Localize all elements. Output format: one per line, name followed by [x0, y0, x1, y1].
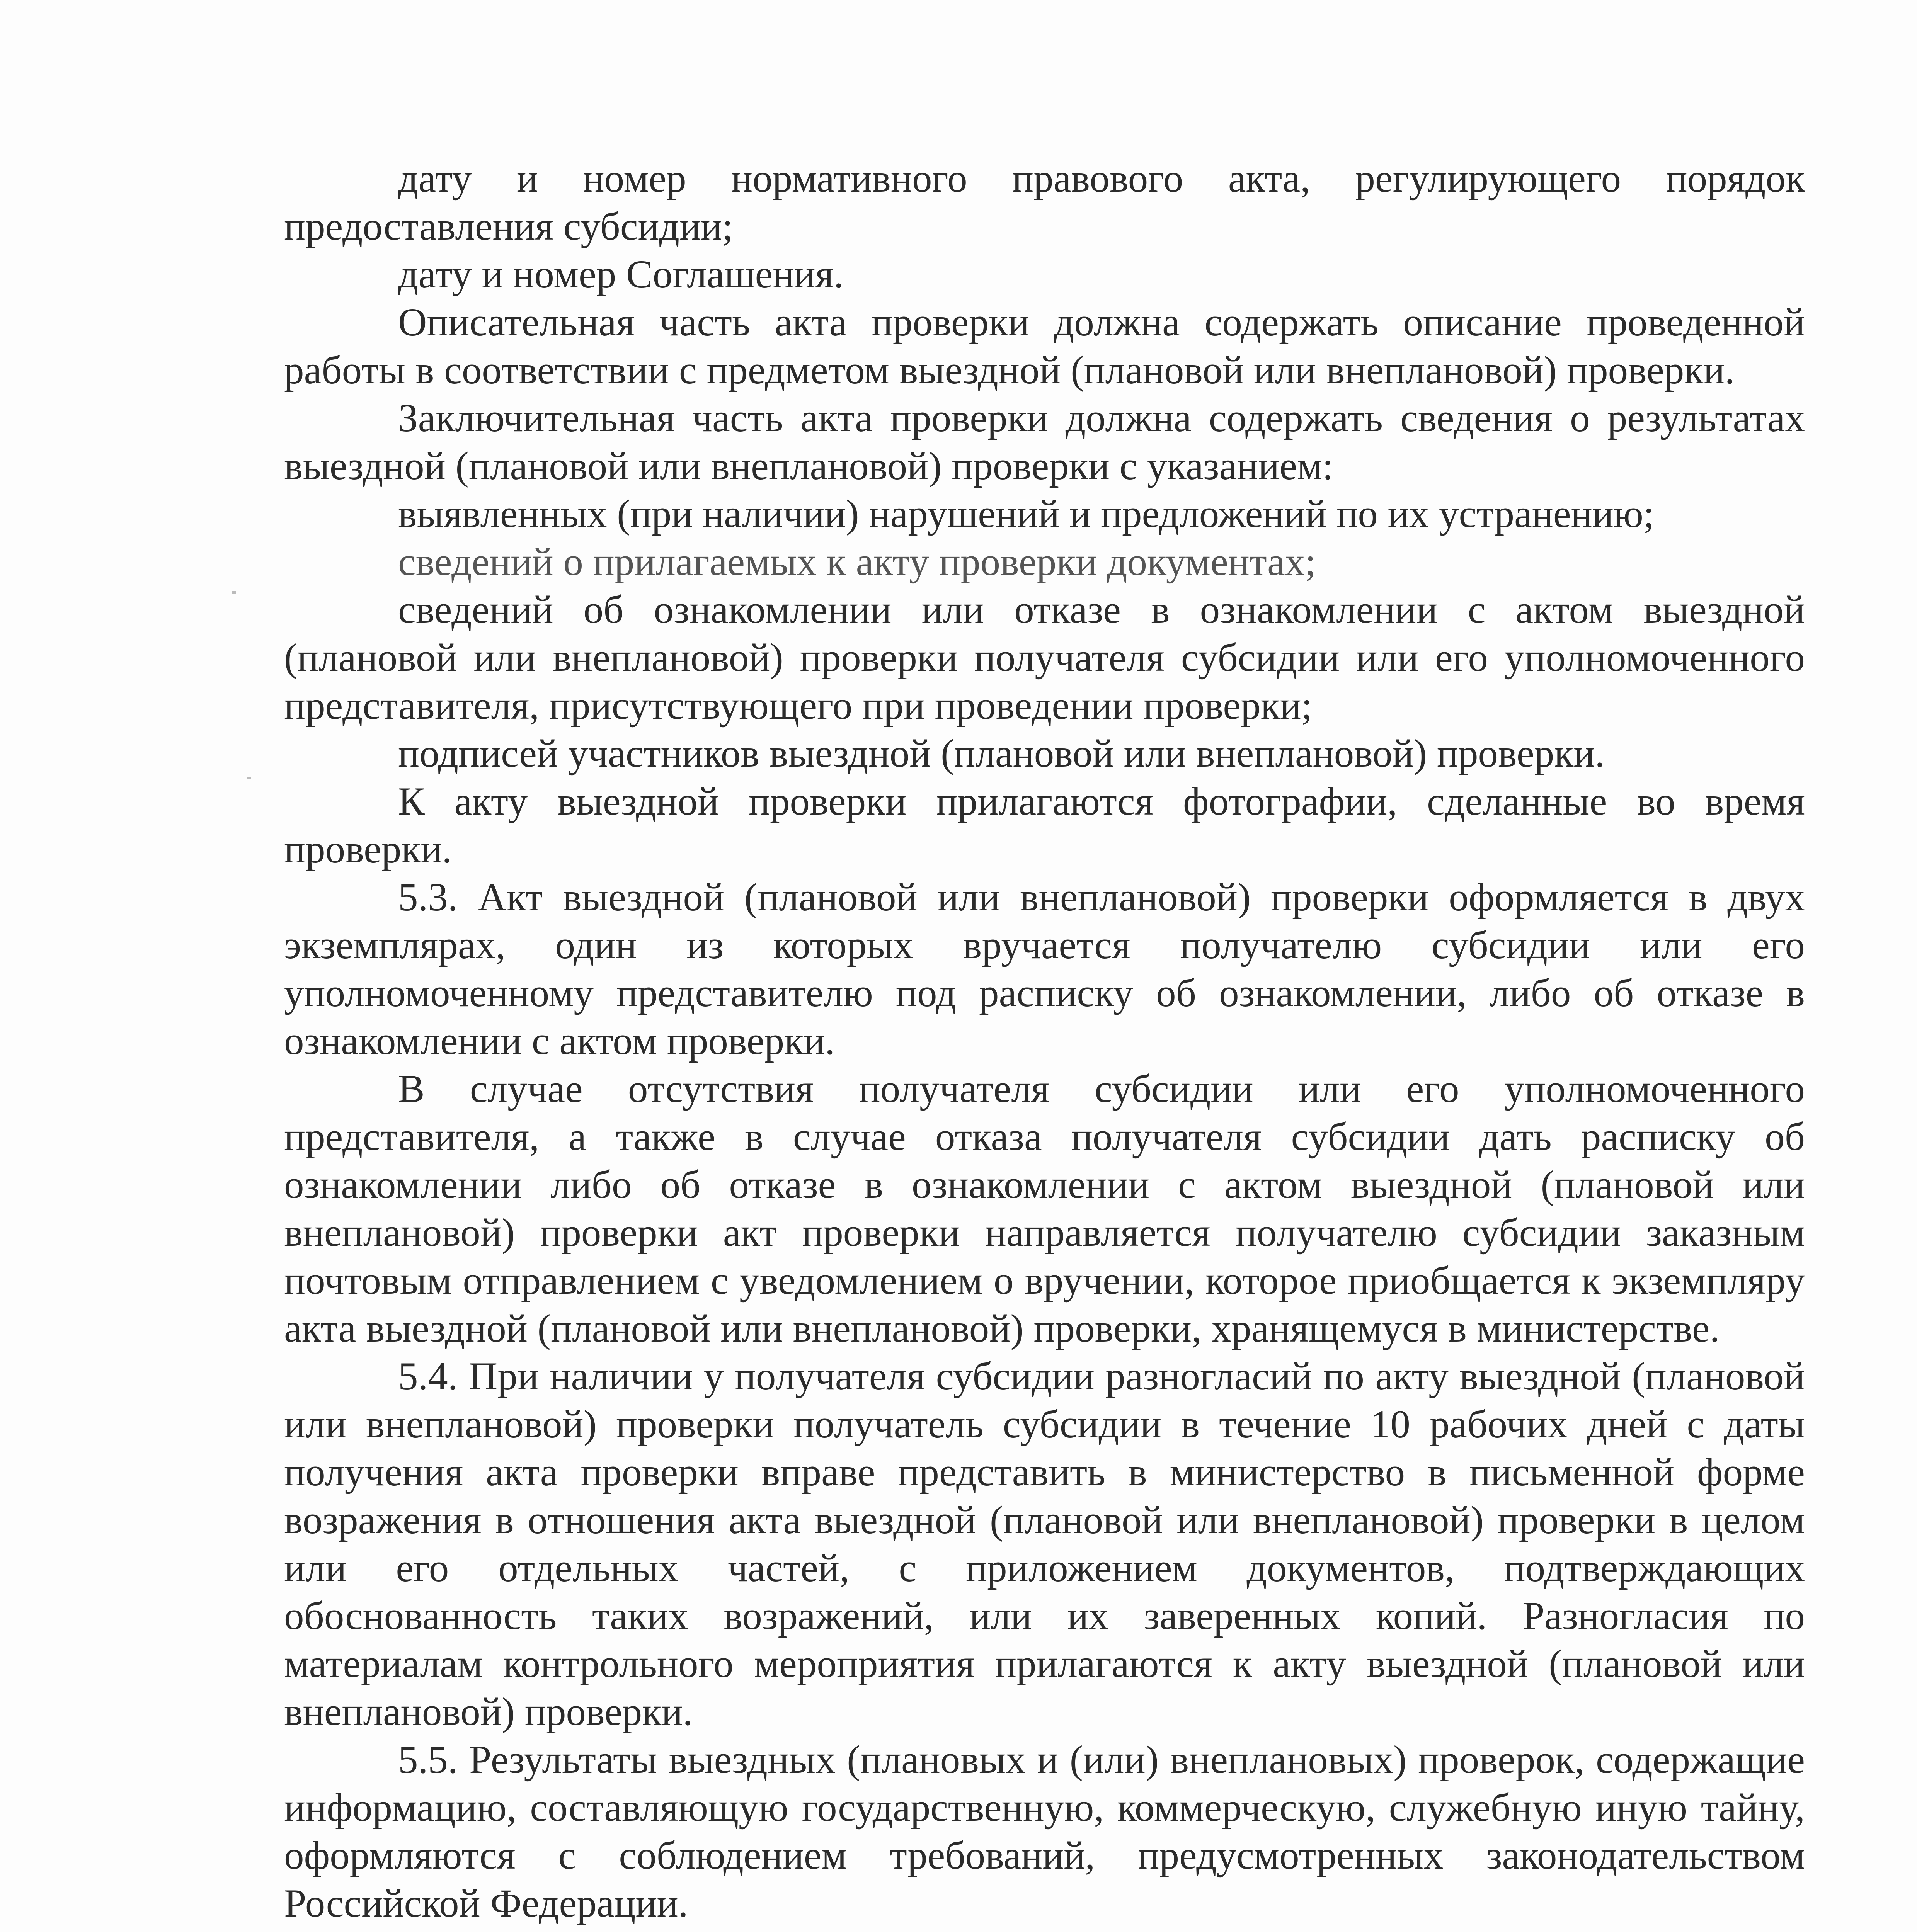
paragraph: дату и номер Соглашения.: [398, 252, 844, 296]
paragraph: сведений о прилагаемых к акту проверки документах;: [398, 540, 1316, 584]
scan-speck: [247, 777, 251, 779]
paragraph: 5.5. Результаты выездных (плановых и (или) внеплановых) проверок, содержащие информацию, составляющую государственную, коммерческую, служебную иную тайну, оформляются с соблюдением требований, предусмотренных законодательством Российской Федерации.: [284, 1738, 1805, 1925]
paragraph: Заключительная часть акта проверки должна содержать сведения о результатах выездной (плановой или внеплановой) проверки с указанием:: [284, 396, 1805, 488]
paragraph: В случае отсутствия получателя субсидии или его уполномоченного представителя, а также в случае отказа получателя субсидии дать расписку об ознакомлении либо об отказе в ознакомлении с актом выездной (плановой или внеплановой) проверки акт проверки направляется получателю субсидии заказным почтовым отправлением с уведомлением о вручении, которое приобщается к экземпляру акта выездной (плановой или внеплановой) проверки, хранящемуся в министерстве.: [284, 1067, 1805, 1350]
document-body: [284, 155, 1805, 1932]
paragraph: Описательная часть акта проверки должна содержать описание проведенной работы в соответствии с предметом выездной (плановой или внеплановой) проверки.: [284, 300, 1805, 392]
paragraph: дату и номер нормативного правового акта, регулирующего порядок предоставления субсидии;: [284, 156, 1805, 248]
paragraph: К акту выездной проверки прилагаются фотографии, сделанные во время проверки.: [284, 779, 1805, 871]
paragraph: сведений об ознакомлении или отказе в ознакомлении с актом выездной (плановой или внеплановой) проверки получателя субсидии или его уполномоченного представителя, присутствующего при проведении проверки;: [284, 588, 1805, 728]
paragraph: 5.4. При наличии у получателя субсидии разногласий по акту выездной (плановой или внеплановой) проверки получатель субсидии в течение 10 рабочих дней с даты получения акта проверки вправе представить в министерство в письменной форме возражения в отношения акта выездной (плановой или внеплановой) проверки в целом или его отдельных частей, с приложением документов, подтверждающих обоснованность таких возражений, или их заверенных копий. Разногласия по материалам контрольного мероприятия прилагаются к акту выездной (плановой или внеплановой) проверки.: [284, 1354, 1805, 1734]
scan-speck: [232, 591, 236, 594]
paragraph: 5.3. Акт выездной (плановой или внеплановой) проверки оформляется в двух экземплярах, один из которых вручается получателю субсидии или его уполномоченному представителю под расписку об ознакомлении, либо об отказе в ознакомлении с актом проверки.: [284, 875, 1805, 1063]
paragraph: подписей участников выездной (плановой или внеплановой) проверки.: [398, 731, 1605, 776]
paragraph: выявленных (при наличии) нарушений и предложений по их устранению;: [398, 492, 1655, 536]
